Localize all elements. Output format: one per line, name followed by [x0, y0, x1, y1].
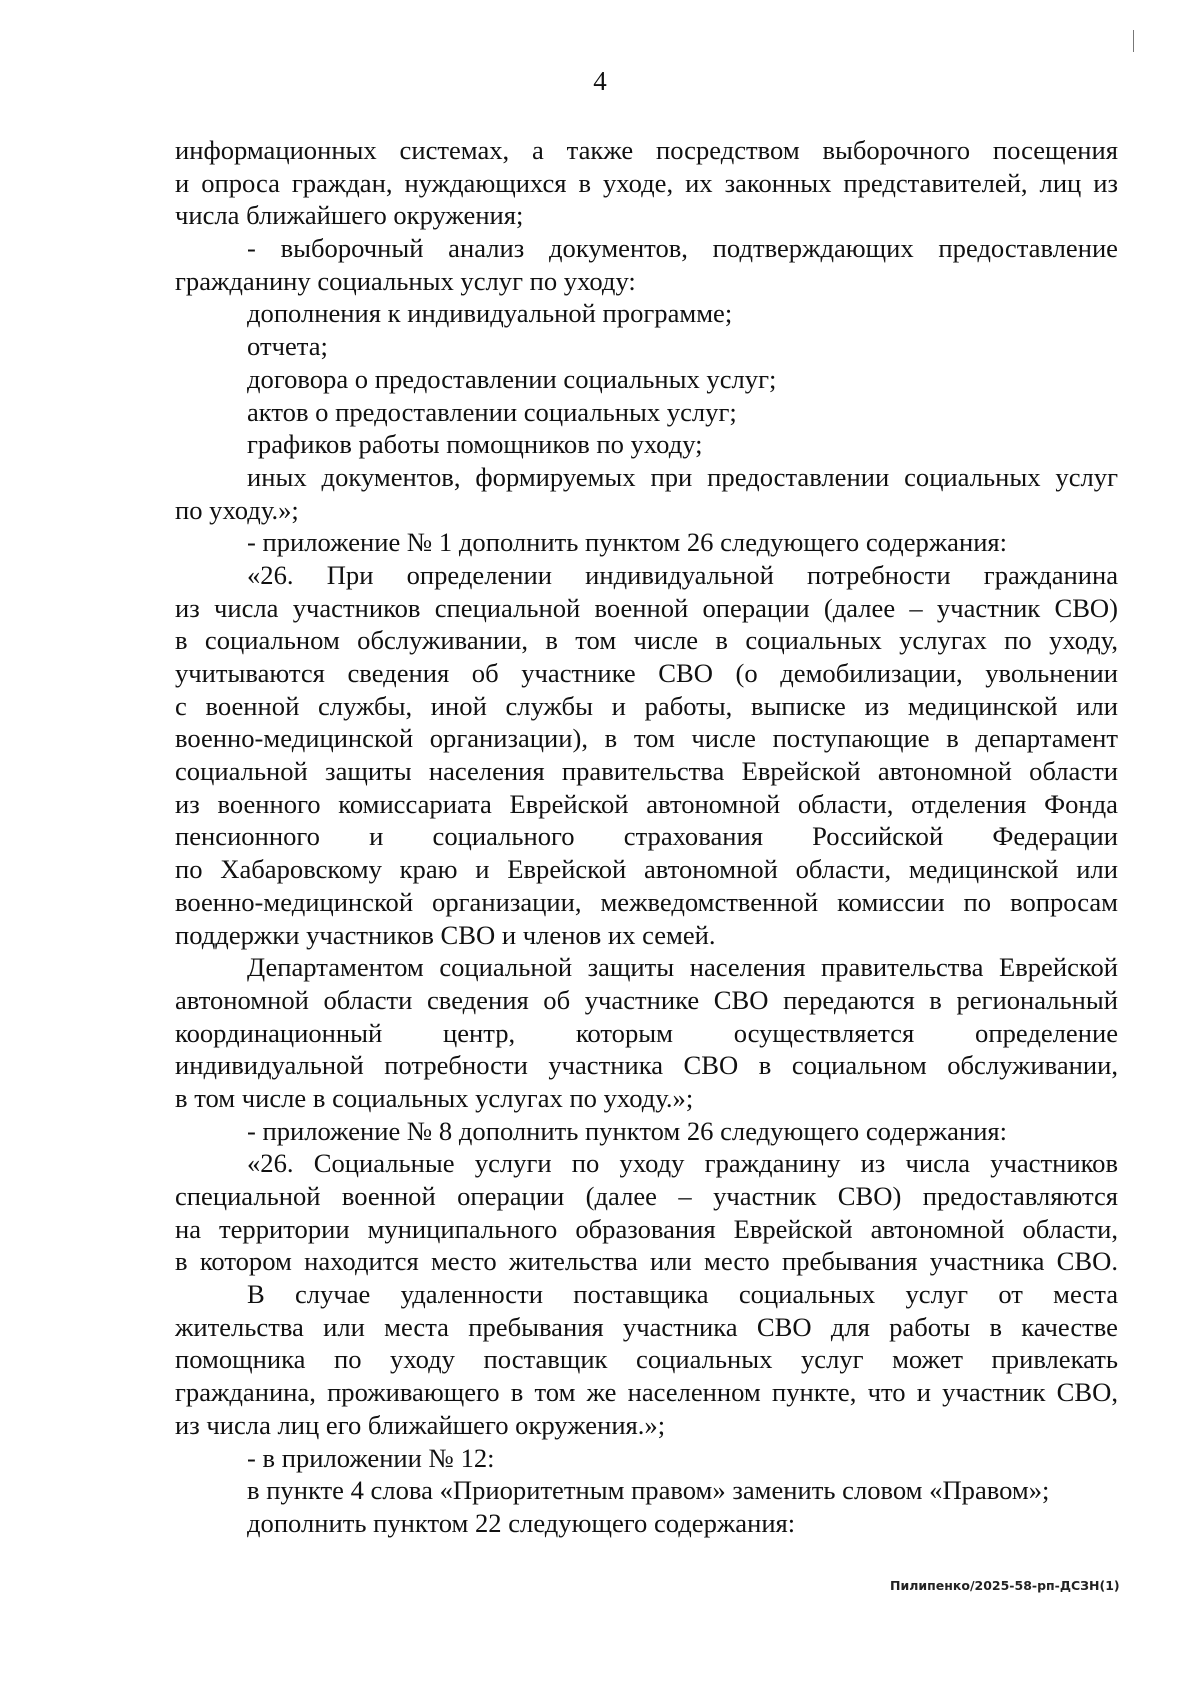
text-line: дополнить пунктом 22 следующего содержания: [247, 1507, 796, 1538]
text-line: отчета; [247, 331, 328, 362]
text-line: по уходу.»; [175, 494, 299, 525]
text-line: - приложение № 8 дополнить пунктом 26 следующего содержания: [247, 1115, 1008, 1146]
text-line: из военного комиссариата Еврейской автономной области, отделения Фонда [175, 788, 1118, 819]
text-line: автономной области сведения об участнике СВО передаются в региональный [175, 984, 1118, 1015]
text-line: и опроса граждан, нуждающихся в уходе, их законных представителей, лиц из [175, 167, 1118, 198]
text-line: - приложение № 1 дополнить пунктом 26 следующего содержания: [247, 527, 1008, 558]
scan-mark [1133, 30, 1134, 52]
text-line: военно-медицинской организации, межведомственной комиссии по вопросам [175, 886, 1118, 917]
text-line: военно-медицинской организации), в том числе поступающие в департамент [175, 723, 1118, 754]
text-line: дополнения к индивидуальной программе; [247, 298, 733, 329]
text-line: индивидуальной потребности участника СВО в социальном обслуживании, [175, 1050, 1118, 1081]
text-line: информационных системах, а также посредством выборочного посещения [175, 135, 1118, 165]
text-line: помощника по уходу поставщик социальных услуг может привлекать [175, 1344, 1118, 1375]
text-line: в котором находится место жительства или место пребывания участника СВО. [175, 1246, 1118, 1277]
text-line: поддержки участников СВО и членов их семей. [175, 919, 716, 950]
text-line: гражданина, проживающего в том же населенном пункте, что и участник СВО, [175, 1377, 1118, 1408]
text-line: в социальном обслуживании, в том числе в социальных услугах по уходу, [175, 625, 1118, 656]
text-line: гражданину социальных услуг по уходу: [175, 265, 636, 296]
text-line: графиков работы помощников по уходу; [247, 429, 703, 460]
text-line: числа ближайшего окружения; [175, 200, 524, 231]
text-line: координационный центр, которым осуществляется определение [175, 1017, 1118, 1048]
text-line: в пункте 4 слова «Приоритетным правом» заменить словом «Правом»; [247, 1475, 1050, 1506]
text-line: - в приложении № 12: [247, 1442, 495, 1473]
text-line: жительства или места пребывания участника СВО для работы в качестве [175, 1311, 1118, 1342]
text-line: договора о предоставлении социальных услуг; [247, 363, 777, 394]
text-line: учитываются сведения об участнике СВО (о демобилизации, увольнении [175, 658, 1118, 688]
text-line: пенсионного и социального страхования Российской Федерации [175, 821, 1118, 852]
text-line: иных документов, формируемых при предоставлении социальных услуг [247, 461, 1118, 492]
text-line: из числа лиц его ближайшего окружения.»; [175, 1409, 666, 1440]
text-line: Департаментом социальной защиты населения правительства Еврейской [247, 952, 1118, 983]
text-line: специальной военной операции (далее – участник СВО) предоставляются [175, 1181, 1118, 1211]
document-body [175, 134, 1118, 1540]
text-line: с военной службы, иной службы и работы, выписке из медицинской или [175, 690, 1118, 721]
text-line: «26. Социальные услуги по уходу гражданину из числа участников [247, 1148, 1118, 1179]
text-line: на территории муниципального образования Еврейской автономной области, [175, 1213, 1118, 1244]
text-line: - выборочный анализ документов, подтверждающих предоставление [247, 233, 1118, 264]
footer-reference: Пилипенко/2025-58-рп-ДСЗН(1) [890, 1578, 1120, 1593]
text-line: по Хабаровскому краю и Еврейской автономной области, медицинской или [175, 854, 1118, 885]
text-line: социальной защиты населения правительства Еврейской автономной области [175, 756, 1118, 787]
page-number: 4 [593, 66, 607, 96]
text-line: актов о предоставлении социальных услуг; [247, 396, 737, 427]
text-line: в том числе в социальных услугах по уходу.»; [175, 1082, 694, 1113]
text-line: В случае удаленности поставщика социальных услуг от места [247, 1279, 1118, 1310]
text-line: «26. При определении индивидуальной потребности гражданина [247, 559, 1118, 590]
text-line: из числа участников специальной военной операции (далее – участник СВО) [175, 592, 1118, 623]
